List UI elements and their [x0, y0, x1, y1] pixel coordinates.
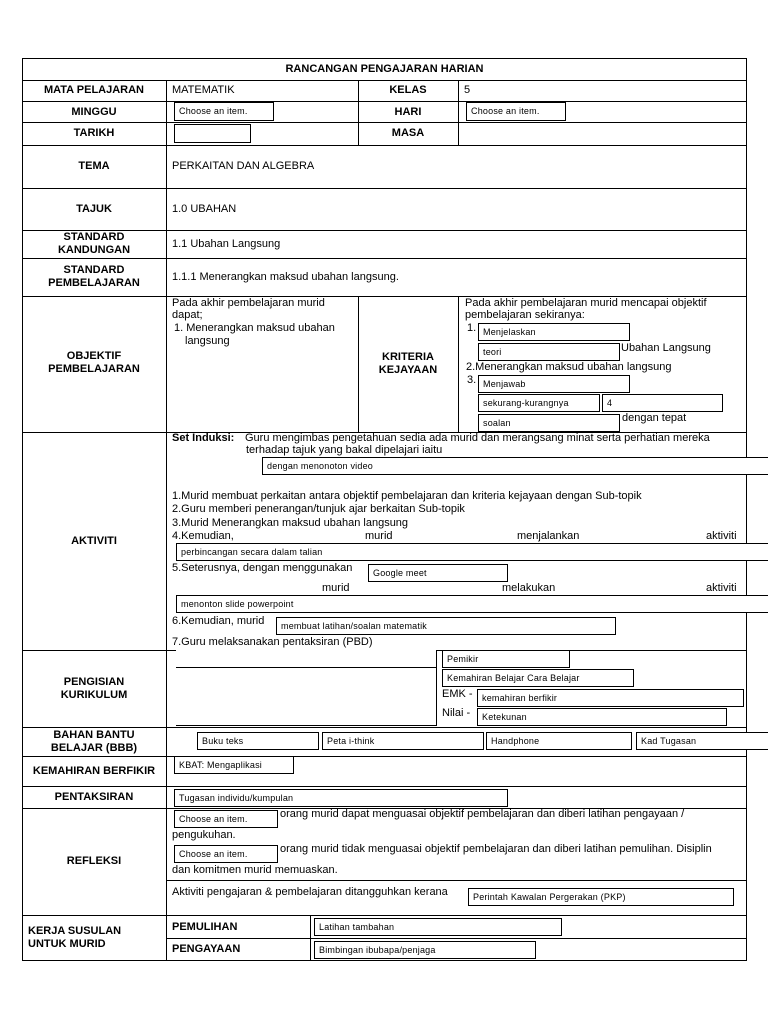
aktiviti-step: 4.Kemudian,: [172, 530, 234, 542]
refleksi-text: orang murid tidak menguasai objektif pembelajaran dan diberi latihan pemulihan. Disiplin: [280, 843, 712, 855]
kriteria-text: Ubahan Langsung: [621, 342, 711, 354]
refleksi-dropdown[interactable]: Choose an item.: [174, 845, 278, 863]
standard-kandungan-value: 1.1 Ubahan Langsung: [172, 238, 281, 250]
kriteria-field[interactable]: 4: [602, 394, 723, 412]
kriteria-field[interactable]: sekurang-kurangnya: [478, 394, 600, 412]
bbb-item[interactable]: Kad Tugasan: [636, 732, 768, 750]
kerja-susulan-label-line1: KERJA SUSULAN: [28, 925, 122, 937]
aktiviti-step: aktiviti: [706, 582, 737, 594]
latihan-field[interactable]: membuat latihan/soalan matematik: [276, 617, 616, 635]
row-divider: [22, 80, 747, 81]
aktiviti-step: 5.Seterusnya, dengan menggunakan: [172, 562, 353, 574]
aktiviti-step: murid: [365, 530, 393, 542]
objektif-label-line2: PEMBELAJARAN: [48, 363, 140, 375]
standard-pembelajaran-value: 1.1.1 Menerangkan maksud ubahan langsung.: [172, 271, 399, 283]
column-divider: [166, 80, 167, 961]
standard-pembelajaran-label: [22, 264, 166, 290]
refleksi-text: orang murid dapat menguasai objektif pembelajaran dan diberi latihan pengayaan /: [280, 808, 685, 820]
aktiviti-step: menjalankan: [517, 530, 580, 542]
row-divider: [166, 880, 747, 881]
google-meet-field[interactable]: Google meet: [368, 564, 508, 582]
standard-pembelajaran-label-line2: PEMBELAJARAN: [48, 277, 140, 289]
perbincangan-field[interactable]: perbincangan secara dalam talian: [176, 543, 768, 561]
row-divider: [22, 122, 747, 123]
kriteria-label-line2: KEJAYAAN: [378, 364, 438, 376]
set-induksi-text: terhadap tajuk yang bakal dipelajari iaitu: [246, 444, 443, 456]
aktiviti-step: 3.Murid Menerangkan maksud ubahan langsung: [172, 517, 409, 529]
kriteria-field[interactable]: teori: [478, 343, 620, 361]
tajuk-label: TAJUK: [76, 203, 112, 215]
objektif-label-line1: OBJEKTIF: [66, 350, 122, 362]
nilai-field[interactable]: Ketekunan: [477, 708, 727, 726]
row-divider: [22, 188, 747, 189]
kemahiran-berfikir-field[interactable]: KBAT: Mengaplikasi: [174, 756, 294, 774]
bbb-label: [22, 729, 166, 755]
objektif-line: Pada akhir pembelajaran murid: [172, 297, 325, 309]
row-divider: [22, 786, 747, 787]
standard-kandungan-label-line1: STANDARD: [63, 231, 125, 243]
column-divider: [310, 915, 311, 961]
kriteria-label: [358, 351, 458, 377]
kriteria-field[interactable]: Menjawab: [478, 375, 630, 393]
hari-label: HARI: [394, 106, 422, 118]
minggu-label: MINGGU: [71, 106, 117, 118]
aktiviti-step: aktiviti: [706, 530, 737, 542]
pengisian-label-line1: PENGISIAN: [63, 676, 125, 688]
pemulihan-field[interactable]: Latihan tambahan: [314, 918, 562, 936]
refleksi-label: REFLEKSI: [66, 855, 122, 867]
row-divider: [22, 727, 747, 728]
bbb-label-line2: BELAJAR (BBB): [50, 742, 138, 754]
aktiviti-step: 6.Kemudian, murid: [172, 615, 265, 627]
kriteria-label-line1: KRITERIA: [382, 351, 434, 363]
aktiviti-step: melakukan: [502, 582, 556, 594]
aktiviti-step: murid: [322, 582, 350, 594]
kerja-susulan-label: [28, 925, 121, 951]
kriteria-number: 1.: [467, 322, 477, 334]
mata-pelajaran-label: MATA PELAJARAN: [43, 84, 144, 96]
row-divider: [166, 938, 747, 939]
kriteria-line: pembelajaran sekiranya:: [465, 309, 585, 321]
tangguh-text: Aktiviti pengajaran & pembelajaran ditangguhkan kerana: [172, 886, 448, 898]
objektif-label: [22, 350, 166, 376]
slide-field[interactable]: menonton slide powerpoint: [176, 595, 768, 613]
pentaksiran-label: PENTAKSIRAN: [54, 791, 134, 803]
tajuk-value: 1.0 UBAHAN: [172, 203, 237, 215]
pengisian-row-line: [176, 650, 437, 668]
objektif-line: dapat;: [172, 309, 203, 321]
set-induksi-label: Set Induksi:: [172, 432, 235, 444]
set-induksi-text: Guru mengimbas pengetahuan sedia ada murid dan merangsang minat serta perhatian mereka: [245, 432, 710, 444]
pemulihan-label: PEMULIHAN: [172, 921, 238, 933]
video-field[interactable]: dengan menonoton video: [262, 457, 768, 475]
kriteria-field[interactable]: soalan: [478, 414, 620, 432]
kemahiran-berfikir-label: KEMAHIRAN BERFIKIR: [32, 765, 156, 777]
nilai-label: Nilai -: [442, 707, 471, 719]
refleksi-dropdown[interactable]: Choose an item.: [174, 810, 278, 828]
tarikh-field[interactable]: [174, 124, 251, 143]
row-divider: [22, 915, 747, 916]
strategi-field[interactable]: Kemahiran Belajar Cara Belajar: [442, 669, 634, 687]
kriteria-text: dengan tepat: [622, 412, 687, 424]
kriteria-field[interactable]: Menjelaskan: [478, 323, 630, 341]
column-divider: [458, 80, 459, 145]
kriteria-line: 2.Menerangkan maksud ubahan langsung: [466, 361, 672, 373]
objektif-line: langsung: [185, 335, 230, 347]
standard-pembelajaran-label-line1: STANDARD: [63, 264, 125, 276]
row-divider: [22, 101, 747, 102]
pengisian-label: [22, 676, 166, 702]
tarikh-label: TARIKH: [73, 127, 115, 139]
page-title: RANCANGAN PENGAJARAN HARIAN: [285, 63, 484, 75]
pengisian-row-line: [176, 686, 437, 726]
refleksi-text: pengukuhan.: [172, 829, 236, 841]
pengisian-label-line2: KURIKULUM: [60, 689, 128, 701]
standard-kandungan-label-line2: KANDUNGAN: [57, 244, 131, 256]
hari-dropdown[interactable]: Choose an item.: [466, 102, 566, 121]
row-divider: [22, 258, 747, 259]
bbb-item[interactable]: Handphone: [486, 732, 632, 750]
kelas-label: KELAS: [389, 84, 427, 96]
tangguh-field[interactable]: Perintah Kawalan Pergerakan (PKP): [468, 888, 734, 906]
aktiviti-step: 2.Guru memberi penerangan/tunjuk ajar berkaitan Sub-topik: [172, 503, 465, 515]
row-divider: [22, 145, 747, 146]
pentaksiran-field[interactable]: Tugasan individu/kumpulan: [174, 789, 508, 807]
kriteria-number: 3.: [467, 374, 477, 386]
kriteria-line: Pada akhir pembelajaran murid mencapai objektif: [465, 297, 707, 309]
aktiviti-label: AKTIVITI: [71, 535, 117, 547]
standard-kandungan-label: [22, 231, 166, 257]
objektif-line: 1. Menerangkan maksud ubahan: [174, 322, 335, 334]
pengayaan-label: PENGAYAAN: [172, 943, 241, 955]
aktiviti-step: 1.Murid membuat perkaitan antara objektif pembelajaran dan kriteria kejayaan dengan Sub-topik: [172, 490, 642, 502]
bbb-item[interactable]: Buku teks: [197, 732, 319, 750]
kelas-value: 5: [464, 84, 471, 96]
pengayaan-field[interactable]: Bimbingan ibubapa/penjaga: [314, 941, 536, 959]
tema-label: TEMA: [78, 160, 110, 172]
column-divider: [458, 296, 459, 432]
emk-field[interactable]: kemahiran berfikir: [477, 689, 744, 707]
tema-value: PERKAITAN DAN ALGEBRA: [172, 160, 315, 172]
row-divider: [22, 756, 747, 757]
refleksi-text: dan komitmen murid memuaskan.: [172, 864, 338, 876]
pengisian-row-line: [176, 668, 437, 688]
bbb-item[interactable]: Peta i-think: [322, 732, 484, 750]
bbb-label-line1: BAHAN BANTU: [53, 729, 135, 741]
mata-pelajaran-value: MATEMATIK: [172, 84, 235, 96]
emk-label: EMK -: [442, 688, 473, 700]
kemahiran-abad-field[interactable]: Pemikir: [442, 650, 570, 668]
aktiviti-step: 7.Guru melaksanakan pentaksiran (PBD): [172, 636, 373, 648]
minggu-dropdown[interactable]: Choose an item.: [174, 102, 274, 121]
masa-label: MASA: [391, 127, 425, 139]
kerja-susulan-label-line2: UNTUK MURID: [28, 938, 106, 950]
